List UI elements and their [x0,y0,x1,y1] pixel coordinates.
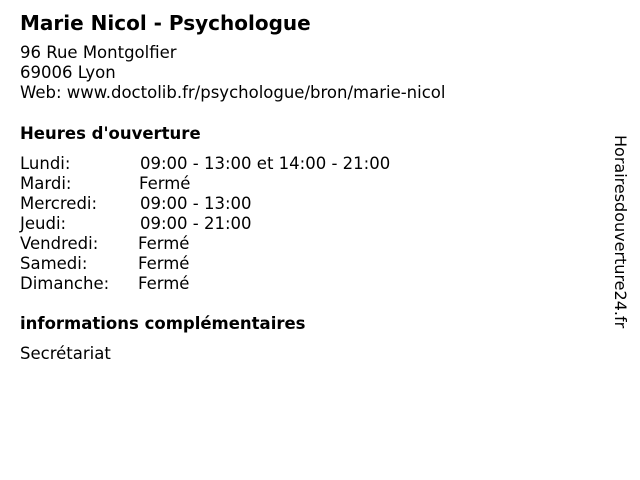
day-label: Vendredi: [20,234,99,253]
time-value: Fermé [139,174,191,193]
time-value: 09:00 - 13:00 [140,194,252,213]
time-value: 09:00 - 13:00 et 14:00 - 21:00 [140,154,391,173]
postal-city: 69006 Lyon [20,63,116,82]
time-value: Fermé [138,274,190,293]
day-label: Lundi: [20,154,71,173]
time-value: Fermé [138,254,190,273]
website-link[interactable]: Web: www.doctolib.fr/psychologue/bron/marie-nicol [20,83,446,102]
day-label: Samedi: [20,254,88,273]
site-watermark: Horairesdouverture24.fr [611,135,630,329]
day-label: Jeudi: [20,214,67,233]
day-label: Mardi: [20,174,72,193]
page-title: Marie Nicol - Psychologue [20,11,311,35]
street-address: 96 Rue Montgolfier [20,43,177,62]
time-value: 09:00 - 21:00 [140,214,252,233]
opening-hours-heading: Heures d'ouverture [20,124,201,143]
day-label: Mercredi: [20,194,98,213]
address-block [20,43,445,103]
day-label: Dimanche: [20,274,110,293]
additional-info-heading: informations complémentaires [20,314,306,333]
time-value: Fermé [138,234,190,253]
additional-info-text: Secrétariat [20,344,111,363]
